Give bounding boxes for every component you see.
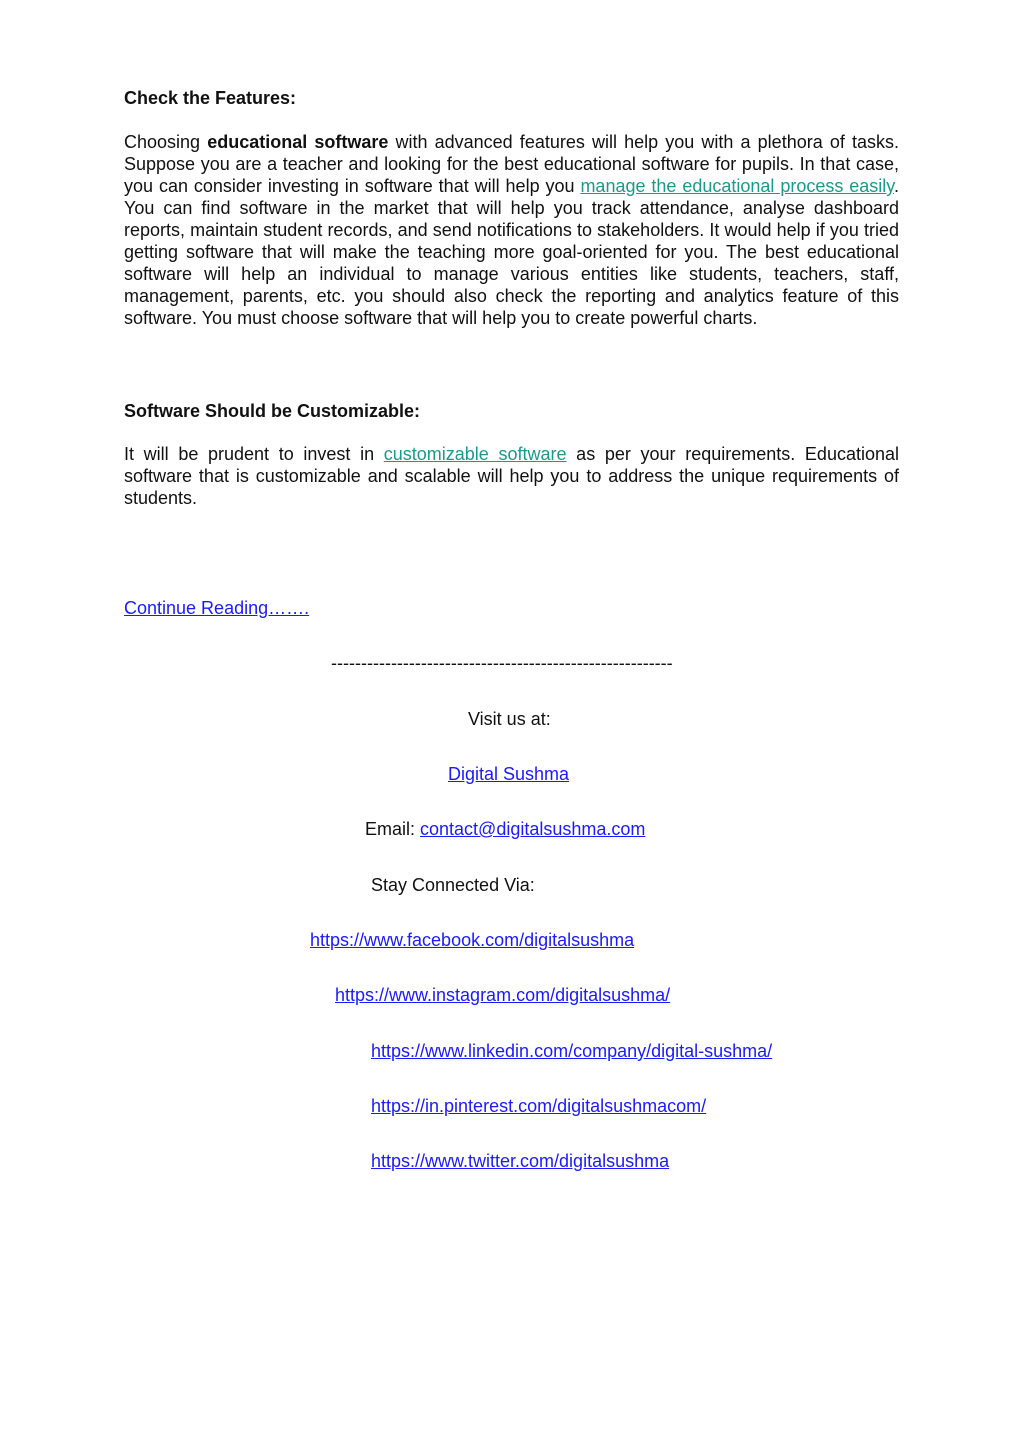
features-text-rest: . You can find software in the market that will help you track attendance, analyse dashboard reports, maintain student records, and send notifications to stakeholders. It would help if you tried getting software that will make the teaching more goal-oriented for you. The best educational software will help an individual to manage various entities like students, teachers, staff, management, parents, etc. you should also check the reporting and analytics feature of this software. You must choose software that will help you to create powerful charts. [124,176,899,328]
facebook-link[interactable]: https://www.facebook.com/digitalsushma [310,930,635,950]
continue-reading-link[interactable]: Continue Reading……. [124,598,310,618]
section-heading-customizable: Software Should be Customizable: [124,401,421,421]
instagram-link[interactable]: https://www.instagram.com/digitalsushma/ [335,985,671,1005]
visit-us-label: Visit us at: [468,709,551,729]
stay-connected-label: Stay Connected Via: [371,875,535,895]
customizable-text-rest: as per your requirements. Educational software that is customizable and scalable will help you to address the unique requirements of students. [124,444,899,508]
customizable-paragraph [124,443,899,509]
email-label: Email: [365,819,421,839]
features-paragraph [124,131,899,329]
digital-sushma-link[interactable]: Digital Sushma [448,764,570,784]
pinterest-link[interactable]: https://in.pinterest.com/digitalsushmacom/ [371,1096,707,1116]
customizable-software-link[interactable]: customizable software [383,444,567,464]
features-text-body: with advanced features will help you with a plethora of tasks. Suppose you are a teacher and looking for the best educational software for pupils. In that case, you can consider investing in software that will help you [124,132,899,196]
email-row [365,818,645,840]
linkedin-link[interactable]: https://www.linkedin.com/company/digital-sushma/ [371,1041,773,1061]
section-heading-features: Check the Features: [124,88,297,108]
email-link[interactable]: contact@digitalsushma.com [420,819,646,839]
customizable-text-intro: It will be prudent to invest in [124,444,384,464]
twitter-link[interactable]: https://www.twitter.com/digitalsushma [371,1151,670,1171]
features-text-intro: Choosing [124,132,208,152]
manage-educational-process-link[interactable]: manage the educational process easily [580,176,894,196]
features-bold-term: educational software [207,132,389,152]
divider-line: --------------------------------------------------------- [331,653,673,673]
